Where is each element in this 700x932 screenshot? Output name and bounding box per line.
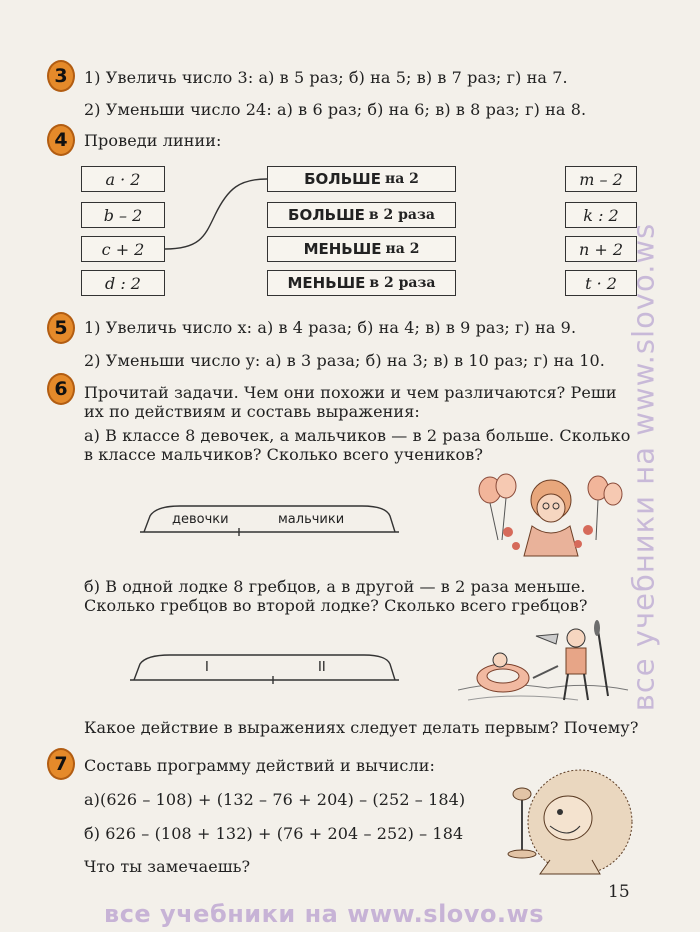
expr-box-a-times-2: a · 2 — [81, 166, 165, 192]
expr-box-n-plus-2: n + 2 — [565, 236, 637, 262]
expr-box-b-minus-2: b – 2 — [81, 202, 165, 228]
task-number-badge-3: 3 — [47, 60, 75, 92]
task6b-line1: б) В одной лодке 8 гребцов, а в другой — в 2 раза меньше. — [84, 577, 586, 596]
task-number-badge-5: 5 — [47, 312, 75, 344]
page-number: 15 — [608, 882, 630, 902]
expr-box-m-minus-2: m – 2 — [565, 166, 637, 192]
segment-label-first-boat: I — [205, 660, 209, 675]
segment-diagram-b — [130, 650, 400, 686]
expr-box-c-plus-2: c + 2 — [81, 236, 165, 262]
segment-label-girls: девочки — [172, 512, 229, 527]
task5-line2: 2) Уменьши число y: а) в 3 раза; б) на 3; в) в 10 раз; г) на 10. — [84, 351, 605, 370]
phrase-box-more-by-2: БОЛЬШЕ на 2 — [267, 166, 456, 192]
illustration-hedgehog-microphone — [480, 760, 640, 880]
phrase-box-less-by-2: МЕНЬШЕ на 2 — [267, 236, 456, 262]
task-number-badge-4: 4 — [47, 124, 75, 156]
phrase-box-more-times-2: БОЛЬШЕ в 2 раза — [267, 202, 456, 228]
expr-box-k-div-2: k : 2 — [565, 202, 637, 228]
task6-intro-line1: Прочитай задачи. Чем они похожи и чем различаются? Реши — [84, 383, 617, 402]
expr-box-d-div-2: d : 2 — [81, 270, 165, 296]
illustration-boy-with-balloons — [468, 470, 628, 560]
phrase-box-less-times-2: МЕНЬШЕ в 2 раза — [267, 270, 456, 296]
task3-line2: 2) Уменьши число 24: а) в 6 раз; б) на 6; в) в 8 раз; г) на 8. — [84, 100, 587, 119]
illustration-rowers-boat — [458, 620, 638, 710]
expr-box-t-times-2: t · 2 — [565, 270, 637, 296]
watermark-bottom: все учебники на www.slovo.ws — [104, 900, 544, 928]
task6-question: Какое действие в выражениях следует делать первым? Почему? — [84, 718, 639, 737]
task7-prompt: Составь программу действий и вычисли: — [84, 756, 435, 775]
task7-expression-b: б) 626 – (108 + 132) + (76 + 204 – 252) – 184 — [84, 824, 464, 843]
task6-intro-line2: их по действиям и составь выражения: — [84, 402, 420, 421]
task7-expression-a: а)(626 – 108) + (132 – 76 + 204) – (252 – 184) — [84, 790, 466, 809]
segment-label-second-boat: II — [318, 660, 326, 675]
task7-note: Что ты замечаешь? — [84, 857, 251, 876]
watermark-side: все учебники на www.slovo.ws — [626, 222, 661, 712]
task-number-badge-7: 7 — [47, 748, 75, 780]
segment-label-boys: мальчики — [278, 512, 345, 527]
task-number-badge-6: 6 — [47, 373, 75, 405]
task6b-line2: Сколько гребцов во второй лодке? Сколько всего гребцов? — [84, 596, 588, 615]
task5-line1: 1) Увеличь число x: а) в 4 раза; б) на 4; в) в 9 раз; г) на 9. — [84, 318, 577, 337]
task3-line1: 1) Увеличь число 3: а) в 5 раз; б) на 5; в) в 7 раз; г) на 7. — [84, 68, 568, 87]
task4-prompt: Проведи линии: — [84, 131, 222, 150]
connector-line-example — [0, 0, 700, 320]
task6a-line1: а) В классе 8 девочек, а мальчиков — в 2 раза больше. Сколько — [84, 426, 631, 445]
task6a-line2: в классе мальчиков? Сколько всего учеников? — [84, 445, 483, 464]
